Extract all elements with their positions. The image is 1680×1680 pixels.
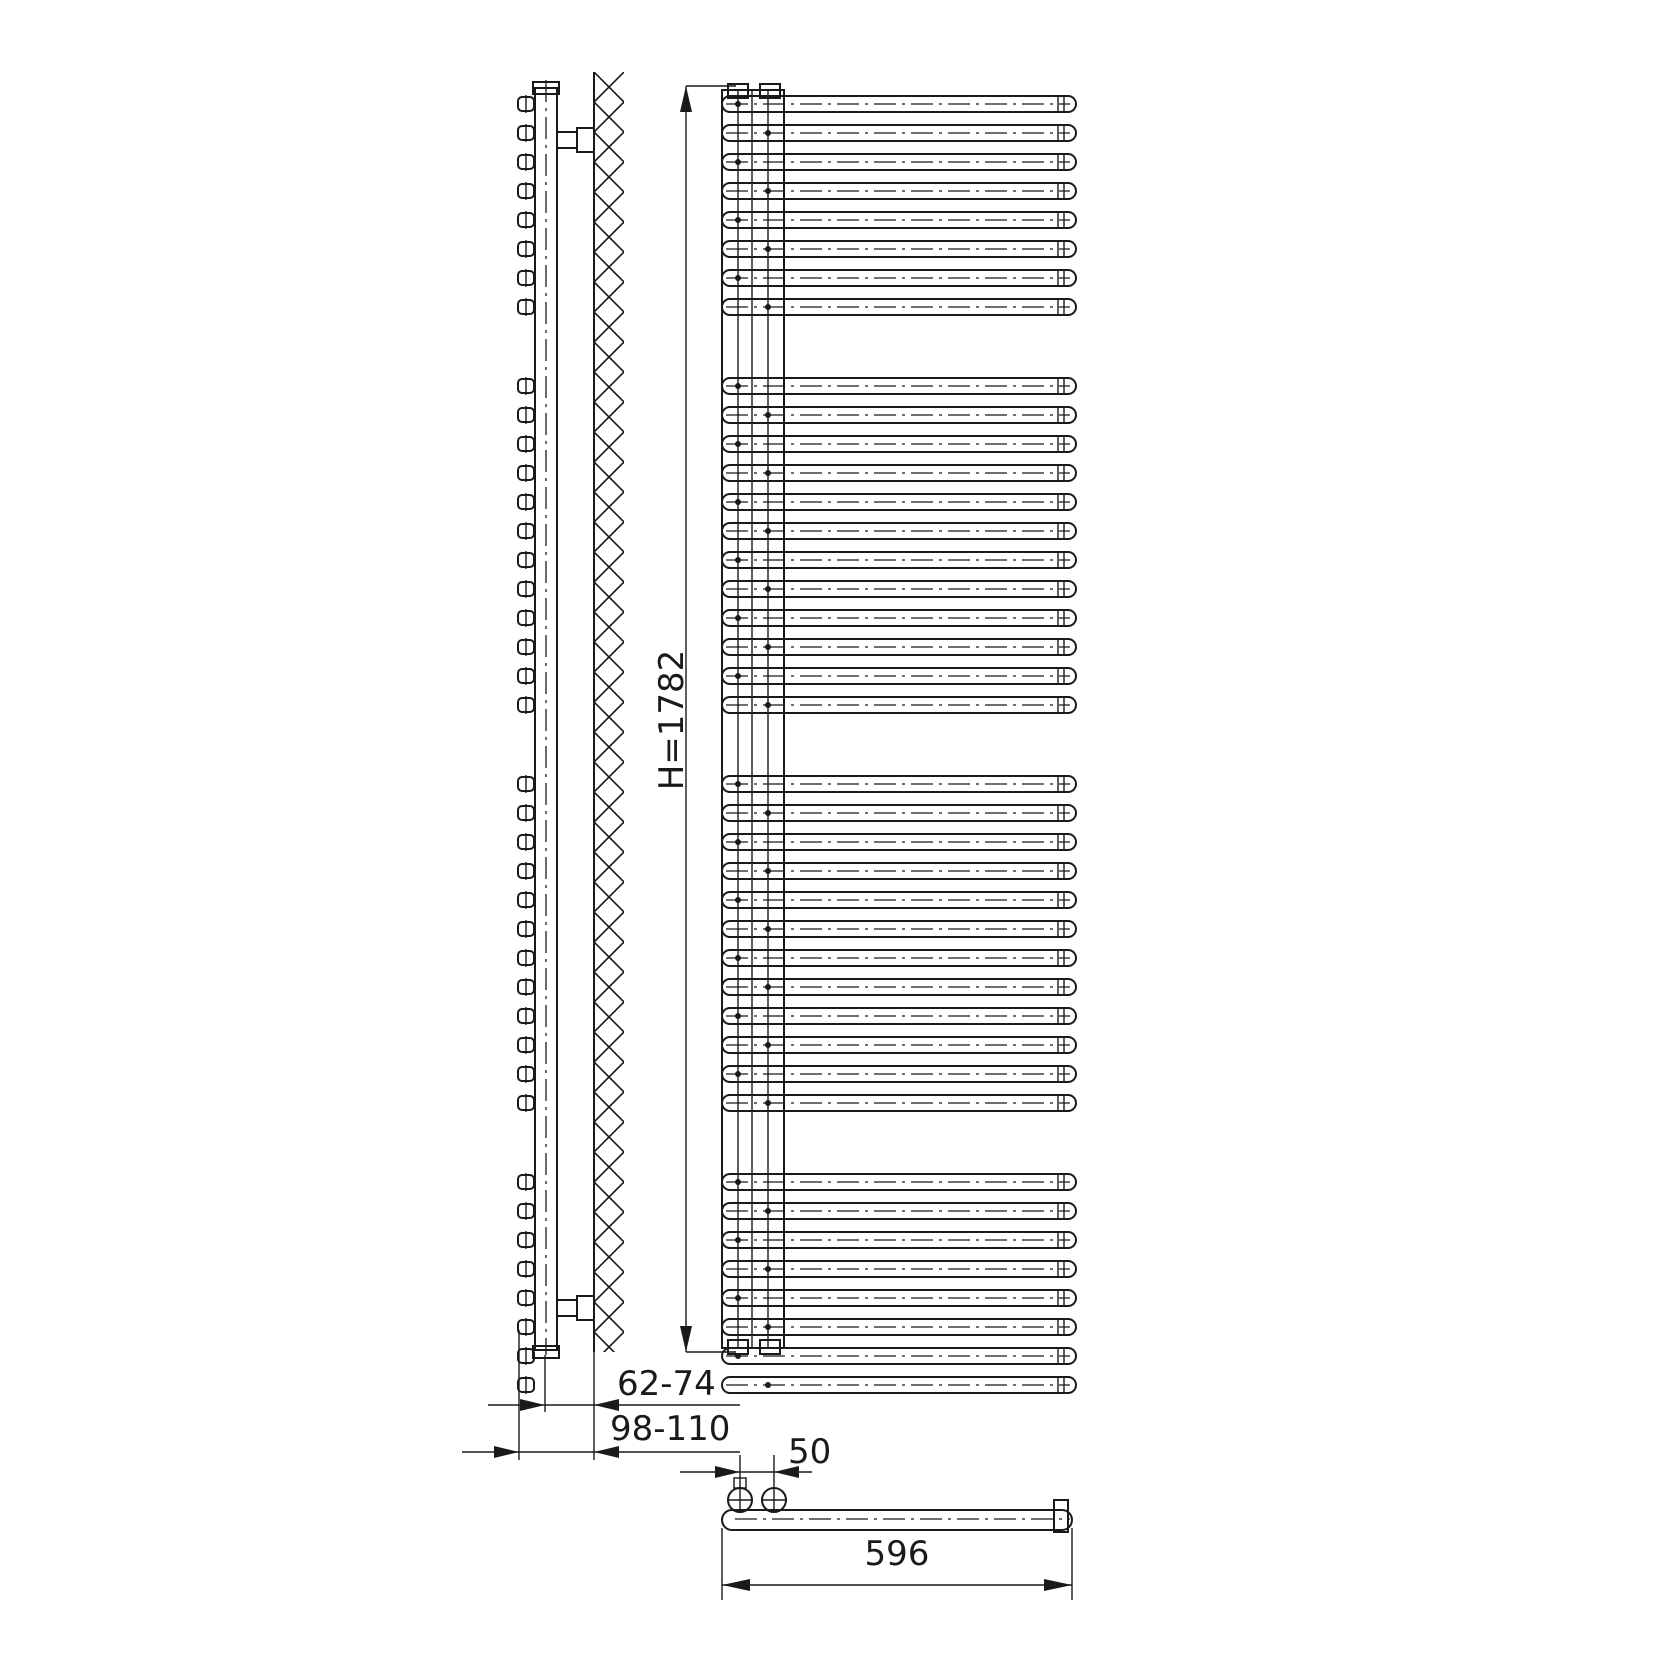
rail	[722, 407, 1076, 423]
rail	[722, 1232, 1076, 1248]
pipe-spacing-label: 50	[788, 1432, 832, 1472]
rail	[722, 1066, 1076, 1082]
dimension-width	[722, 1528, 1072, 1600]
wall-gap-label: 62-74	[617, 1364, 716, 1404]
rail-end	[518, 1376, 534, 1394]
rail	[722, 1174, 1076, 1190]
rail	[722, 921, 1076, 937]
rail-end	[518, 1036, 534, 1054]
rail	[722, 1037, 1076, 1053]
rail	[722, 1319, 1076, 1335]
dimension-height	[652, 86, 736, 1352]
rail-end	[518, 891, 534, 909]
rail-end	[518, 435, 534, 453]
rail	[722, 1290, 1076, 1306]
rail	[722, 465, 1076, 481]
rail	[722, 950, 1076, 966]
rail	[722, 378, 1076, 394]
dimension-total-depth	[462, 1409, 740, 1458]
rail	[722, 154, 1076, 170]
rail	[722, 494, 1076, 510]
rail	[722, 1008, 1076, 1024]
rail-end	[518, 949, 534, 967]
front-rails	[722, 96, 1076, 1393]
rail-end	[518, 1318, 534, 1336]
top-view-pipe-right	[762, 1488, 786, 1512]
rail-end	[518, 182, 534, 200]
rail-end	[518, 1231, 534, 1249]
rail	[722, 610, 1076, 626]
rail-end	[518, 464, 534, 482]
rail-end	[518, 920, 534, 938]
rail-end	[518, 1260, 534, 1278]
rail-end	[518, 551, 534, 569]
rail	[722, 834, 1076, 850]
rail	[722, 697, 1076, 713]
rail	[722, 639, 1076, 655]
rail	[722, 863, 1076, 879]
rail-end	[518, 406, 534, 424]
rail	[722, 1377, 1076, 1393]
rail-end	[518, 1173, 534, 1191]
rail-end	[518, 269, 534, 287]
top-view	[680, 1432, 1072, 1600]
rail	[722, 979, 1076, 995]
rail-end	[518, 153, 534, 171]
rail-end	[518, 609, 534, 627]
wall-hatching	[594, 12, 624, 1422]
rail-end	[518, 240, 534, 258]
rail	[722, 776, 1076, 792]
rail-end	[518, 1094, 534, 1112]
rail	[722, 212, 1076, 228]
front-collectors	[722, 84, 784, 1354]
rail	[722, 183, 1076, 199]
rail	[722, 299, 1076, 315]
rail-end	[518, 377, 534, 395]
rail	[722, 552, 1076, 568]
rail	[722, 1261, 1076, 1277]
rail-end	[518, 211, 534, 229]
rail-end	[518, 638, 534, 656]
rail	[722, 125, 1076, 141]
rail-end	[518, 124, 534, 142]
rail-end	[518, 1347, 534, 1365]
side-view	[462, 12, 740, 1460]
top-view-rail	[722, 1510, 1072, 1530]
rail-end	[518, 775, 534, 793]
wall-bracket-bottom	[557, 1296, 594, 1320]
rail-end	[518, 667, 534, 685]
rail-end	[518, 298, 534, 316]
rail	[722, 668, 1076, 684]
rail	[722, 241, 1076, 257]
rail	[722, 581, 1076, 597]
rail	[722, 1348, 1076, 1364]
rail-end	[518, 1202, 534, 1220]
rail	[722, 523, 1076, 539]
rail	[722, 436, 1076, 452]
height-label: H=1782	[652, 649, 692, 791]
width-label: 596	[864, 1534, 930, 1574]
rail	[722, 1203, 1076, 1219]
rail-end	[518, 1007, 534, 1025]
rail-end	[518, 1065, 534, 1083]
wall-bracket-top	[557, 128, 594, 152]
rail-end	[518, 1289, 534, 1307]
rail-end	[518, 833, 534, 851]
rail-end	[518, 522, 534, 540]
side-rail-ends	[518, 95, 534, 1394]
rail-end	[518, 580, 534, 598]
rail	[722, 892, 1076, 908]
rail-end	[518, 804, 534, 822]
total-depth-label: 98-110	[610, 1409, 731, 1449]
top-view-end-cap	[1054, 1500, 1068, 1532]
rail-end	[518, 95, 534, 113]
rail	[722, 805, 1076, 821]
rail-end	[518, 493, 534, 511]
rail	[722, 1095, 1076, 1111]
rail-end	[518, 696, 534, 714]
rail	[722, 270, 1076, 286]
front-view	[652, 84, 1076, 1393]
rail-end	[518, 978, 534, 996]
rail-end	[518, 862, 534, 880]
